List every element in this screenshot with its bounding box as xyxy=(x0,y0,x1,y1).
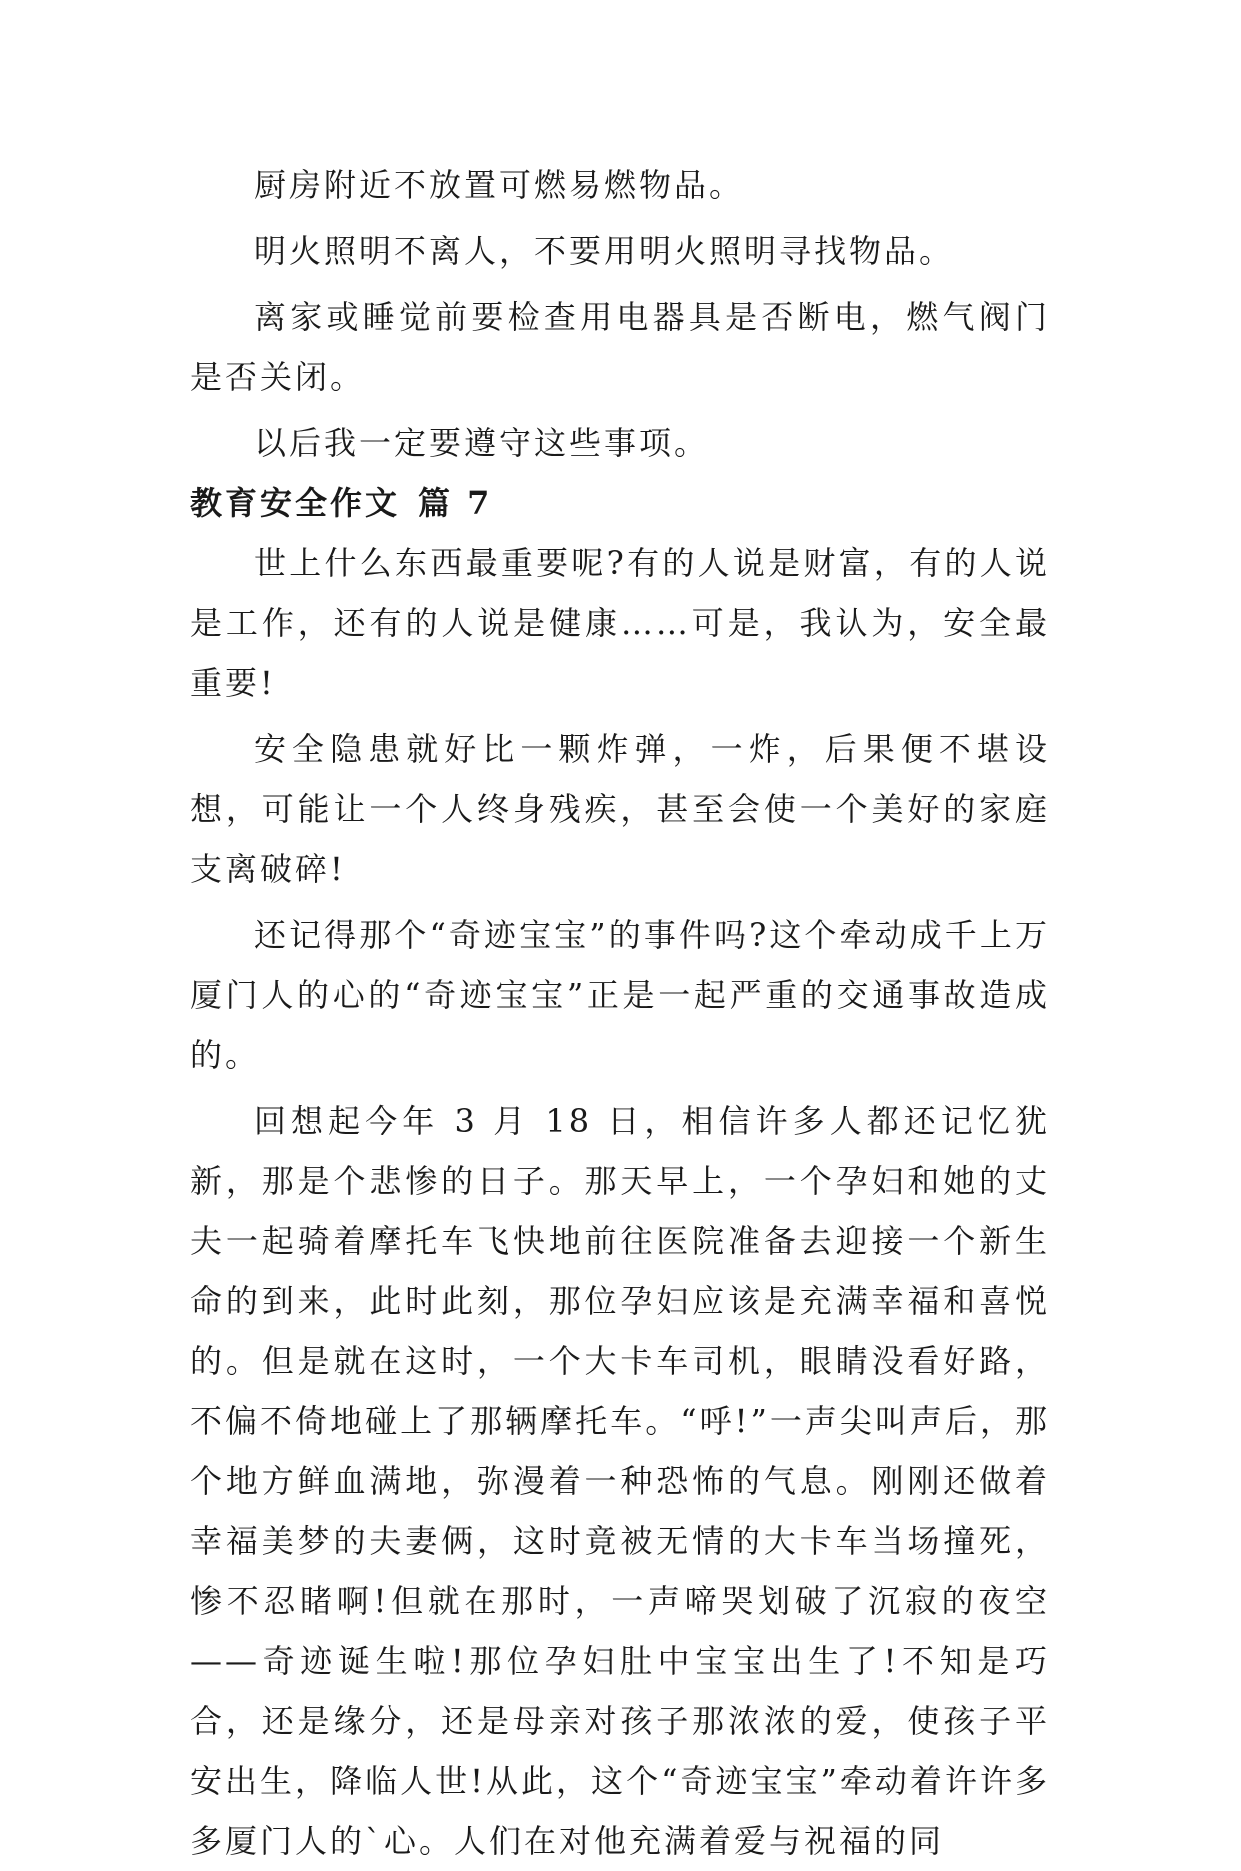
paragraph: 离家或睡觉前要检查用电器具是否断电，燃气阀门是否关闭。 xyxy=(190,298,1050,396)
section-number: 篇 7 xyxy=(418,484,493,522)
paragraph: 明火照明不离人，不要用明火照明寻找物品。 xyxy=(254,232,955,270)
paragraph: 以后我一定要遵守这些事项。 xyxy=(254,424,710,462)
section-title: 教育安全作文 xyxy=(190,484,401,522)
paragraph: 厨房附近不放置可燃易燃物品。 xyxy=(254,166,745,204)
paragraph: 安全隐患就好比一颗炸弹，一炸，后果便不堪设想，可能让一个人终身残疾，甚至会使一个美好的家庭支离破碎! xyxy=(190,730,1050,888)
section-heading xyxy=(190,473,1050,533)
paragraph: 还记得那个“奇迹宝宝”的事件吗?这个牵动成千上万厦门人的心的“奇迹宝宝”正是一起严重的交通事故造成的。 xyxy=(190,916,1050,1074)
document-body xyxy=(190,155,1050,1871)
paragraph: 世上什么东西最重要呢?有的人说是财富，有的人说是工作，还有的人说是健康……可是，我认为，安全最重要! xyxy=(190,544,1050,702)
paragraph: 回想起今年 3 月 18 日，相信许多人都还记忆犹新，那是个悲惨的日子。那天早上，一个孕妇和她的丈夫一起骑着摩托车飞快地前往医院准备去迎接一个新生命的到来，此时此刻，那位孕妇应该是充满幸福和喜悦的。但是就在这时，一个大卡车司机，眼睛没看好路，不偏不倚地碰上了那辆摩托车。“呼!”一声尖叫声后，那个地方鲜血满地，弥漫着一种恐怖的气息。刚刚还做着幸福美梦的夫妻俩，这时竟被无情的大卡车当场撞死，惨不忍睹啊!但就在那时，一声啼哭划破了沉寂的夜空——奇迹诞生啦!那位孕妇肚中宝宝出生了!不知是巧合，还是缘分，还是母亲对孩子那浓浓的爱，使孩子平安出生，降临人世!从此，这个“奇迹宝宝”牵动着许许多多厦门人的`心。人们在对他充满着爱与祝福的同 xyxy=(190,1102,1050,1860)
